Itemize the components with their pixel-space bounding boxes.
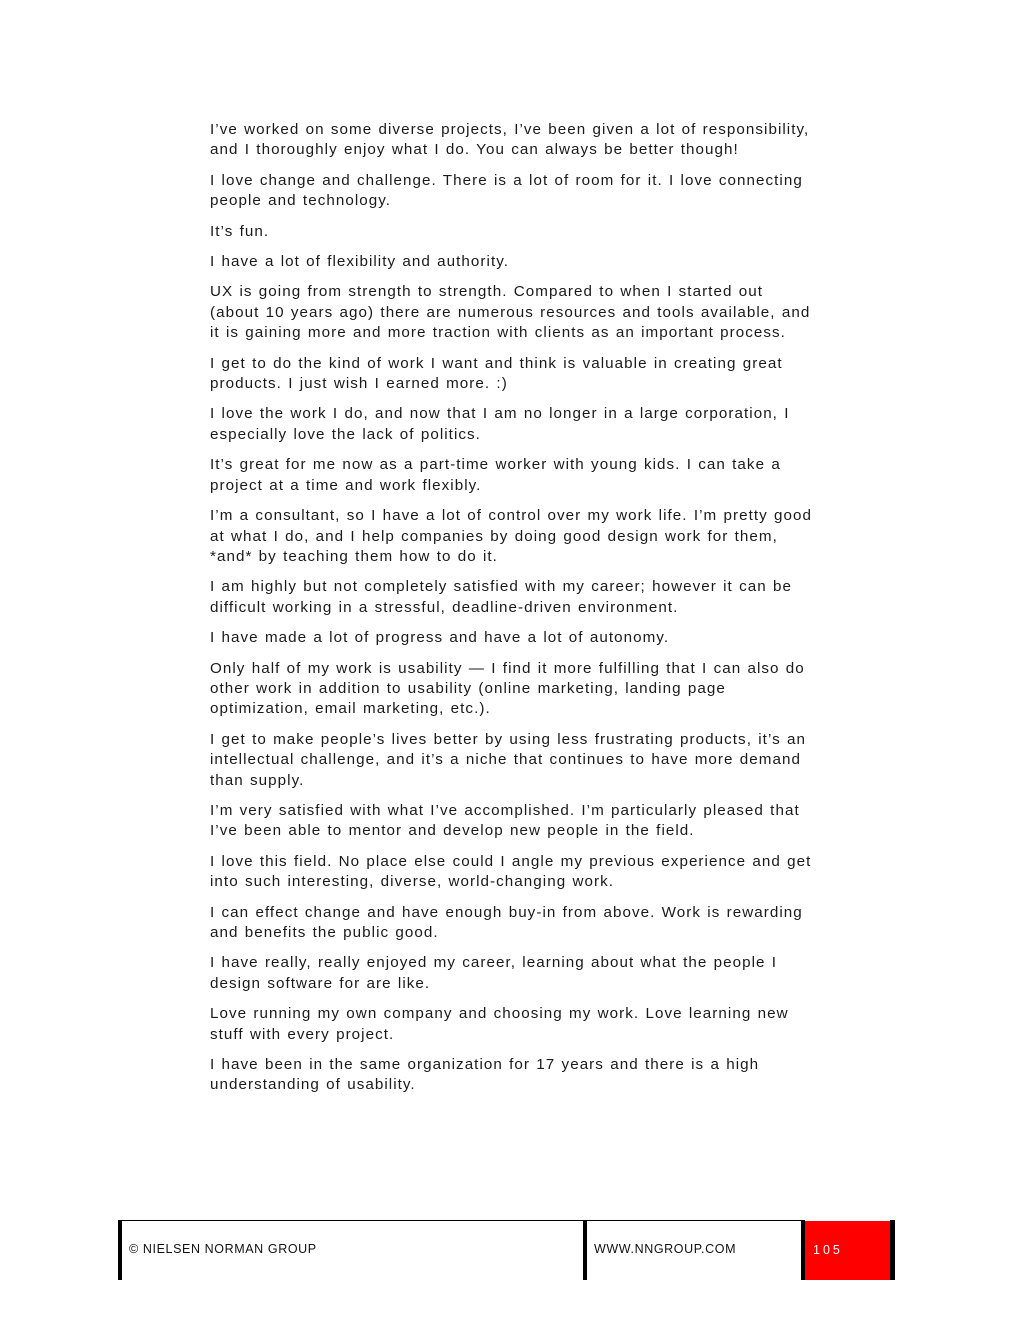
quote-paragraph: I love the work I do, and now that I am no longer in a large corporation, I especially love the lack of politics.: [210, 405, 790, 443]
quotes-body: [210, 120, 815, 1106]
quote-paragraph: I have really, really enjoyed my career, learning about what the people I design software for are like.: [210, 954, 778, 992]
quote-paragraph: UX is going from strength to strength. Compared to when I started out (about 10 years ago) there are numerous resources and tools available, and it is gaining more and more traction with clients as an important process.: [210, 283, 811, 342]
quote-paragraph: I get to make people’s lives better by using less frustrating products, it’s an intellectual challenge, and it’s a niche that continues to have more demand than supply.: [210, 730, 806, 789]
quote-paragraph: I love change and challenge. There is a lot of room for it. I love connecting people and technology.: [210, 171, 803, 210]
quote-paragraph: Only half of my work is usability — I find it more fulfilling that I can also do other work in addition to usability (online marketing, landing page optimization, email marketing, etc.).: [210, 659, 805, 718]
quote-paragraph: I have made a lot of progress and have a lot of autonomy.: [210, 629, 670, 647]
quote-paragraph: I love this field. No place else could I angle my previous experience and get into such interesting, diverse, world-changing work.: [210, 852, 812, 891]
footer-left-bar: [118, 1220, 122, 1280]
quote-paragraph: I’ve worked on some diverse projects, I’ve been given a lot of responsibility, and I thoroughly enjoy what I do. You can always be better though!: [210, 121, 810, 159]
quote-paragraph: I’m a consultant, so I have a lot of control over my work life. I’m pretty good at what I do, and I help companies by doing good design work for them, *and* by teaching them how to do it.: [210, 507, 813, 565]
quote-paragraph: I have a lot of flexibility and authority.: [210, 253, 510, 271]
quote-paragraph: It’s great for me now as a part-time worker with young kids. I can take a project at a time and work flexibly.: [210, 456, 781, 494]
page-footer: [118, 1220, 895, 1280]
quote-paragraph: I’m very satisfied with what I’ve accomplished. I’m particularly pleased that I’ve been able to mentor and develop new people in the field.: [210, 801, 800, 840]
footer-right-bar: [890, 1220, 895, 1280]
quote-paragraph: It’s fun.: [210, 222, 270, 240]
quote-paragraph: I can effect change and have enough buy-in from above. Work is rewarding and benefits the public good.: [210, 903, 803, 941]
quote-paragraph: I get to do the kind of work I want and think is valuable in creating great products. I just wish I earned more. :): [210, 354, 783, 393]
footer-divider-bar: [583, 1220, 587, 1280]
quote-paragraph: I have been in the same organization for 17 years and there is a high understanding of usability.: [210, 1056, 760, 1094]
quote-paragraph: Love running my own company and choosing my work. Love learning new stuff with every project.: [210, 1005, 789, 1043]
footer-copyright: © NIELSEN NORMAN GROUP: [129, 1242, 317, 1256]
footer-top-rule: [118, 1220, 801, 1221]
footer-url: WWW.NNGROUP.COM: [594, 1242, 737, 1256]
page-number-box-left-bar: [801, 1220, 805, 1280]
quote-paragraph: I am highly but not completely satisfied with my career; however it can be difficult working in a stressful, deadline-driven environment.: [210, 578, 792, 616]
page-number: 105: [813, 1243, 843, 1257]
